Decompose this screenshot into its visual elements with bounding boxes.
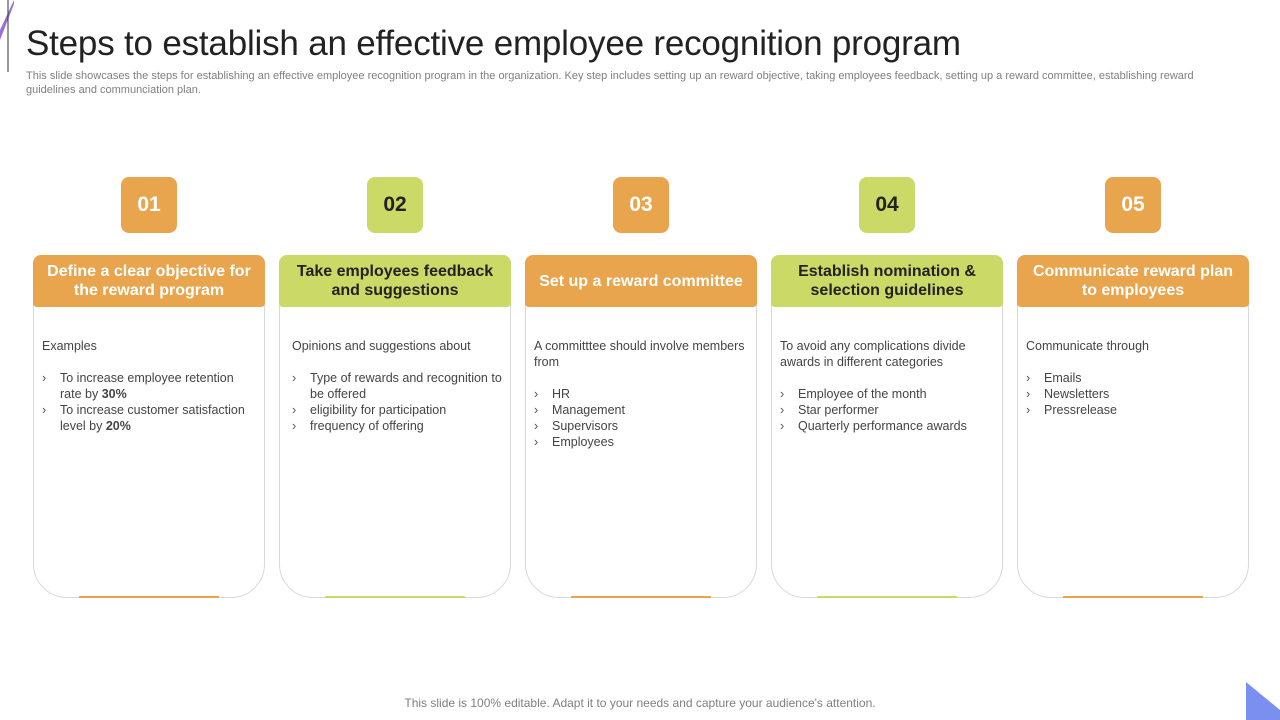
step-heading: Define a clear objective for the reward program — [33, 255, 265, 307]
step-card-2 — [279, 177, 511, 597]
step-intro: Opinions and suggestions about — [292, 339, 471, 353]
step-heading: Take employees feedback and suggestions — [279, 255, 511, 307]
bullet-item: › Management — [534, 402, 748, 418]
step-body — [780, 338, 994, 434]
bullet-item: › Emails — [1026, 370, 1240, 386]
step-bullet-list — [1026, 370, 1240, 418]
bullet-item: › frequency of offering — [292, 418, 502, 434]
step-number-badge: 03 — [613, 177, 669, 233]
step-card-5 — [1017, 177, 1249, 597]
corner-triangle-decoration — [1246, 682, 1280, 720]
page-title: Steps to establish an effective employee recognition program — [26, 24, 961, 63]
bullet-item: › To increase employee retention rate by 30% — [42, 370, 256, 402]
step-card-1 — [33, 177, 265, 597]
bullet-item: › Quarterly performance awards — [780, 418, 994, 434]
step-heading: Establish nomination & selection guidelines — [771, 255, 1003, 307]
corner-accent-decoration — [0, 0, 18, 72]
step-card-3 — [525, 177, 757, 597]
bullet-item: › eligibility for participation — [292, 402, 502, 418]
bullet-item: › To increase customer satisfaction level by 20% — [42, 402, 256, 434]
footer-note: This slide is 100% editable. Adapt it to your needs and capture your audience's attention. — [404, 696, 876, 710]
step-content-card — [771, 255, 1003, 598]
card-bottom-accent — [79, 596, 219, 598]
step-content-card — [33, 255, 265, 598]
step-body — [534, 338, 748, 450]
step-heading: Set up a reward committee — [525, 255, 757, 307]
bullet-item: › Pressrelease — [1026, 402, 1240, 418]
step-bullet-list — [292, 370, 502, 434]
step-intro: A committtee should involve members from — [534, 339, 745, 369]
step-heading: Communicate reward plan to employees — [1017, 255, 1249, 307]
step-content-card — [525, 255, 757, 598]
step-bullet-list — [534, 386, 748, 450]
step-card-4 — [771, 177, 1003, 597]
card-bottom-accent — [817, 596, 957, 598]
card-bottom-accent — [325, 596, 465, 598]
bullet-item: › Newsletters — [1026, 386, 1240, 402]
step-bullet-list — [42, 370, 256, 434]
step-number-badge: 02 — [367, 177, 423, 233]
step-intro: To avoid any complications divide awards in different categories — [780, 339, 966, 369]
bullet-item: › Employee of the month — [780, 386, 994, 402]
step-content-card — [279, 255, 511, 598]
bullet-item: › Employees — [534, 434, 748, 450]
step-number-badge: 01 — [121, 177, 177, 233]
bullet-item: › Supervisors — [534, 418, 748, 434]
card-bottom-accent — [571, 596, 711, 598]
step-body — [292, 338, 502, 434]
step-intro: Examples — [42, 339, 97, 353]
bullet-item: › Type of rewards and recognition to be offered — [292, 370, 502, 402]
step-bullet-list — [780, 386, 994, 434]
step-body — [42, 338, 256, 434]
page-subtitle: This slide showcases the steps for establishing an effective employee recognition program in the organization. Key step includes setting up an reward objective, taking employees feedback, setting up a reward committee, establishing reward guidelines and communciation plan. — [26, 70, 1194, 96]
bullet-item: › HR — [534, 386, 748, 402]
step-body — [1026, 338, 1240, 418]
card-bottom-accent — [1063, 596, 1203, 598]
bullet-item: › Star performer — [780, 402, 994, 418]
step-intro: Communicate through — [1026, 339, 1149, 353]
step-number-badge: 05 — [1105, 177, 1161, 233]
step-content-card — [1017, 255, 1249, 598]
step-number-badge: 04 — [859, 177, 915, 233]
